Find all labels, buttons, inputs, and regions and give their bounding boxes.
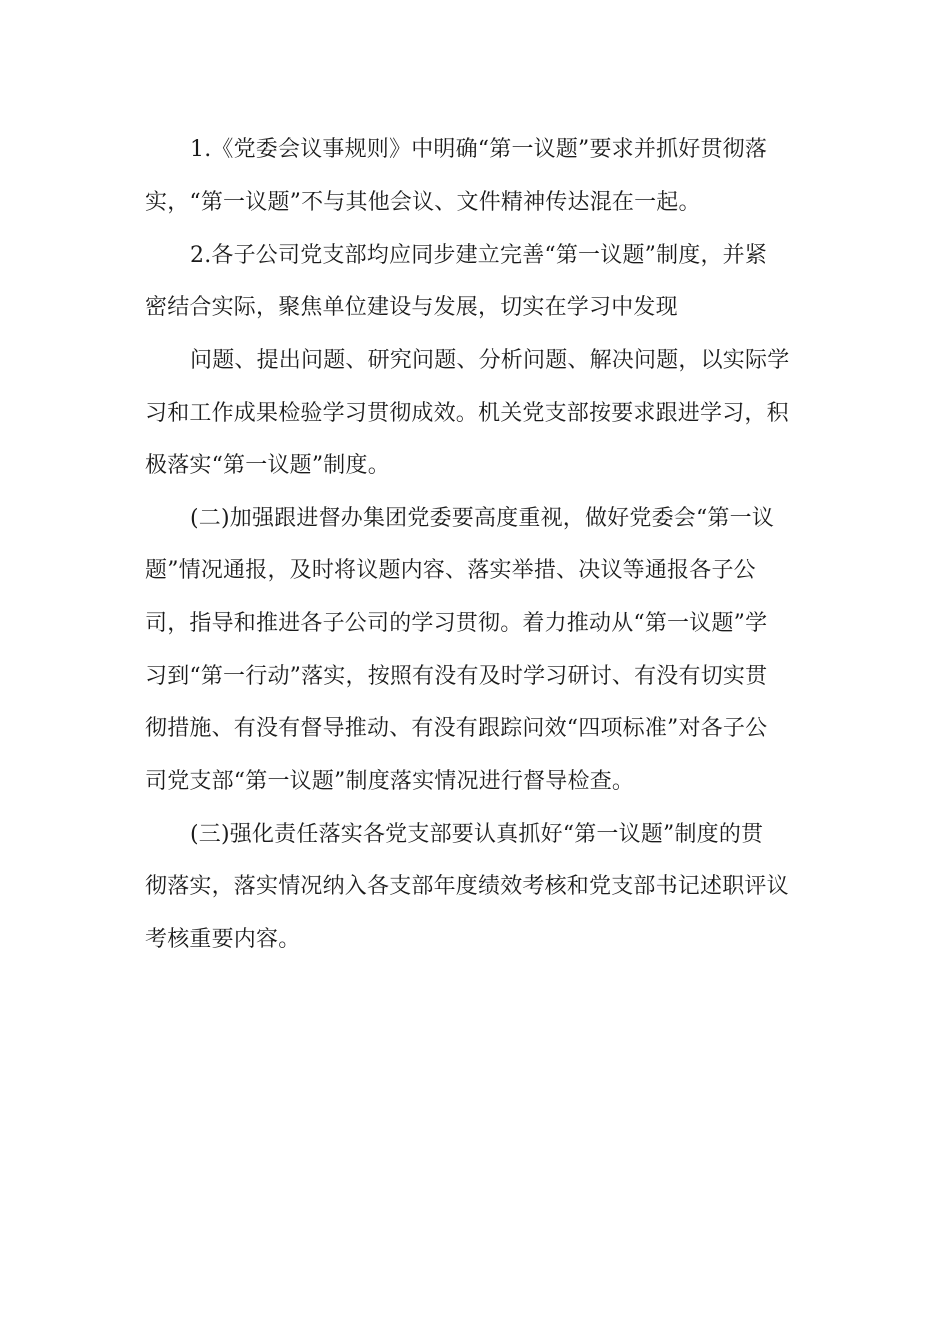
para1-line2: 实，“第一议题”不与其他会议、文件精神传达混在一起。 xyxy=(145,190,701,215)
para3-line3: 极落实“第一议题”制度。 xyxy=(145,453,390,478)
para4-line6: 司党支部“第一议题”制度落实情况进行督导检查。 xyxy=(145,769,635,794)
para3-line1: 问题、提出问题、研究问题、分析问题、解决问题，以实际学 xyxy=(190,348,790,373)
para3-line2: 习和工作成果检验学习贯彻成效。机关党支部按要求跟进学习，积 xyxy=(145,401,789,426)
para1-line1: 1.《党委会议事规则》中明确“第一议题”要求并抓好贯彻落 xyxy=(190,137,768,162)
para4-line3: 司，指导和推进各子公司的学习贯彻。着力推动从“第一议题”学 xyxy=(145,611,768,636)
para2-line1: 2.各子公司党支部均应同步建立完善“第一议题”制度，并紧 xyxy=(190,243,768,268)
para4-line2: 题”情况通报，及时将议题内容、落实举措、决议等通报各子公 xyxy=(145,558,756,583)
para2-line2: 密结合实际，聚焦单位建设与发展，切实在学习中发现 xyxy=(145,295,678,320)
para4-line5: 彻措施、有没有督导推动、有没有跟踪问效“四项标准”对各子公 xyxy=(145,716,768,741)
para5-line1: (三)强化责任落实各党支部要认真抓好“第一议题”制度的贯 xyxy=(190,822,764,847)
para5-line2: 彻落实，落实情况纳入各支部年度绩效考核和党支部书记述职评议 xyxy=(145,874,789,899)
para5-line3: 考核重要内容。 xyxy=(145,927,301,952)
para4-line4: 习到“第一行动”落实，按照有没有及时学习研讨、有没有切实贯 xyxy=(145,664,768,689)
para4-line1: (二)加强跟进督办集团党委要高度重视，做好党委会“第一议 xyxy=(190,506,775,531)
